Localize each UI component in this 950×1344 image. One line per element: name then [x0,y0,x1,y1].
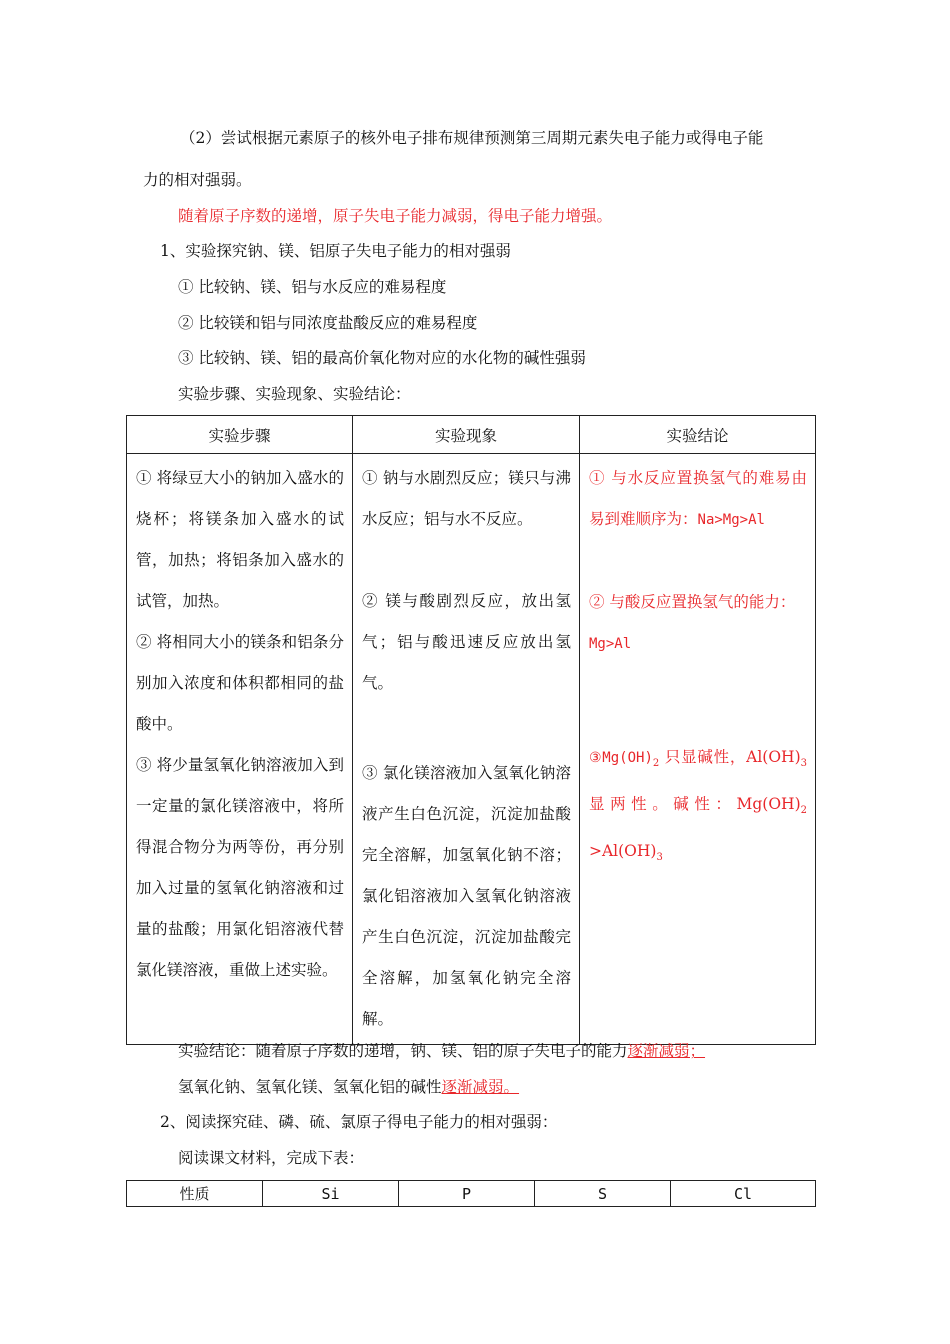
step-3: ③ 将少量氢氧化钠溶液加入到一定量的氯化镁溶液中，将所得混合物分为两等份，再分别加入过量的氢氧化钠溶液和过量的盐酸；用氯化铝溶液代替氯化镁溶液，重做上述实验。 [136,756,344,979]
header-phenomena: 实验现象 [353,416,580,454]
phenomena-cell [353,454,580,1045]
phenomenon-3: ③ 氯化镁溶液加入氢氧化钠溶液产生白色沉淀，沉淀加盐酸完全溶解，加氢氧化钠不溶；氯化铝溶液加入氢氧化钠溶液产生白色沉淀，沉淀加盐酸完全溶解，加氢氧化钠完全溶解。 [362,764,571,1028]
experiment-table-header-row [127,416,816,454]
section2-instruction: 阅读课文材料，完成下表： [178,1149,365,1167]
section1-item-2: ② 比较镁和铝与同浓度盐酸反应的难易程度 [178,314,478,332]
header-conclusions: 实验结论 [580,416,816,454]
step-2: ② 将相同大小的镁条和铝条分别加入浓度和体积都相同的盐酸中。 [136,633,344,733]
question-line-2: 力的相对强弱。 [143,171,252,189]
conclusion-3 [589,737,807,878]
steps-cell [127,454,353,1045]
experiment-table-body-row [127,454,816,1045]
header-steps: 实验步骤 [127,416,353,454]
step-1: ① 将绿豆大小的钠加入盛水的烧杯；将镁条加入盛水的试管，加热；将铝条加入盛水的试管，加热。 [136,469,344,610]
properties-table [126,1180,816,1207]
table-intro: 实验步骤、实验现象、实验结论： [178,385,411,403]
conclusion-line-1-prefix: 实验结论：随着原子序数的递增，钠、镁、铝的原子失电子的能力 [178,1042,628,1060]
section1-heading: 1、实验探究钠、镁、铝原子失电子能力的相对强弱 [160,242,511,260]
conclusion-1-order: Na>Mg>Al [697,512,765,528]
section1-item-1: ① 比较钠、镁、铝与水反应的难易程度 [178,278,447,296]
conclusion-3-part-a: ③Mg(OH) [589,750,653,766]
header-property: 性质 [127,1181,263,1207]
conclusion-2-order: Mg>Al [589,636,632,652]
conclusion-2-text: ② 与酸反应置换氢气的能力： [589,593,796,611]
answer-text: 随着原子序数的递增，原子失电子能力减弱，得电子能力增强。 [178,207,613,225]
header-p: P [399,1181,535,1207]
section2-heading: 2、阅读探究硅、磷、硫、氯原子得电子能力的相对强弱： [160,1113,558,1131]
conclusion-1-text: ① 与水反应置换氢气的难易由易到难顺序为： [589,469,807,528]
conclusion-3-part-c: 显两性。碱性：Mg(OH) [589,795,801,814]
question-line-1: （2）尝试根据元素原子的核外电子排布规律预测第三周期元素失电子能力或得电子能 [180,129,764,147]
header-cl: Cl [671,1181,816,1207]
conclusion-line-1-answer: 逐渐减弱； [627,1042,706,1060]
properties-header-row [127,1181,816,1207]
conclusion-3-sub-c: 2 [800,805,807,817]
experiment-table [126,415,816,1045]
conclusion-line-2-prefix: 氢氧化钠、氢氧化镁、氢氧化铝的碱性 [178,1078,442,1096]
conclusions-cell [580,454,816,1045]
conclusion-3-part-d: >Al(OH) [589,842,657,861]
conclusion-3-sub-d: 3 [656,852,663,864]
phenomenon-1: ① 钠与水剧烈反应；镁只与沸水反应；铝与水不反应。 [362,469,571,528]
conclusion-line-2-answer: 逐渐减弱。 [441,1078,520,1096]
header-s: S [535,1181,671,1207]
conclusion-3-sub-b: 3 [800,758,807,770]
conclusion-line-2 [178,1077,519,1097]
section1-item-3: ③ 比较钠、镁、铝的最高价氧化物对应的水化物的碱性强弱 [178,349,586,367]
phenomenon-2: ② 镁与酸剧烈反应，放出氢气；铝与酸迅速反应放出氢气。 [362,592,571,692]
conclusion-3-part-b: 只显碱性，Al(OH) [659,748,801,766]
conclusion-2 [589,582,807,665]
header-si: Si [263,1181,399,1207]
conclusion-line-1 [178,1041,705,1061]
conclusion-3-sub-a: 2 [652,758,660,770]
conclusion-1 [589,458,807,541]
